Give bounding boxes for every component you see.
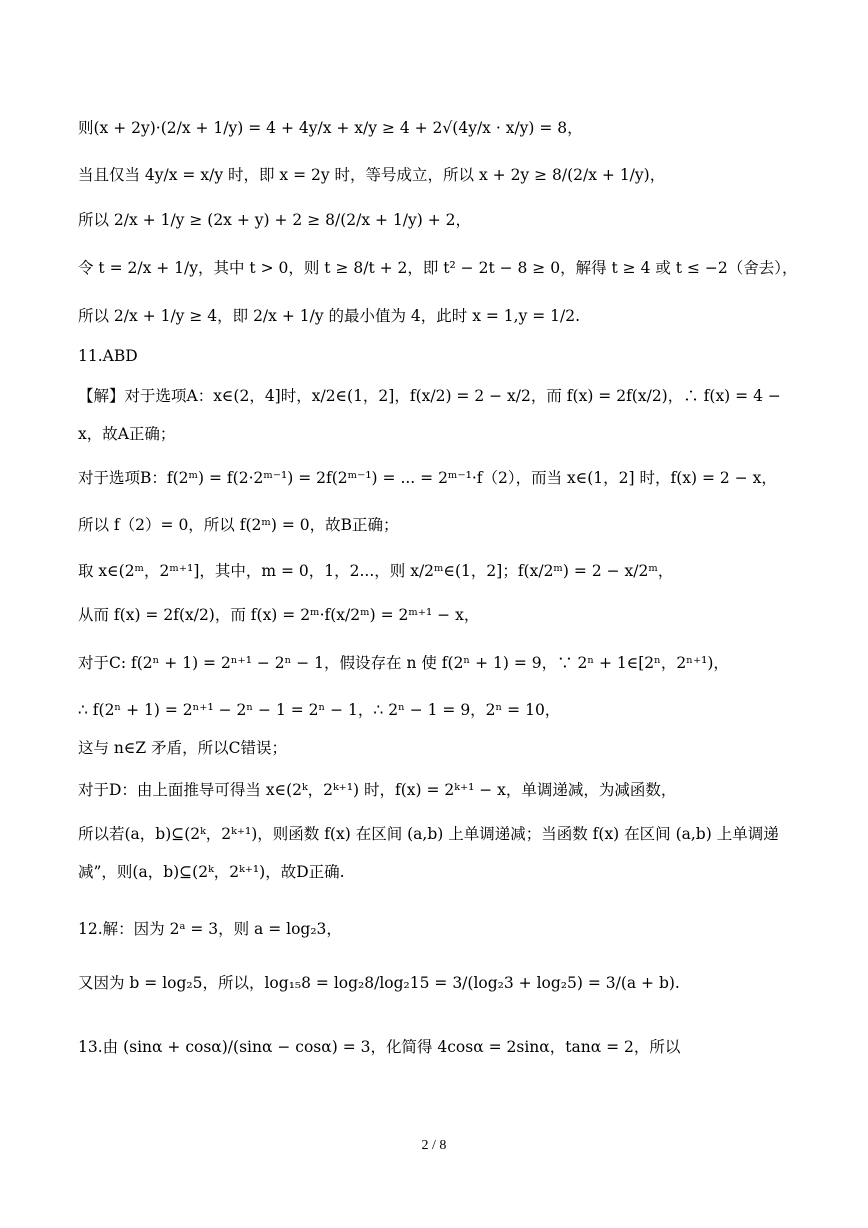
text-line: 所以 2/x + 1/y ≥ (2x + y) + 2 ≥ 8/(2/x + 1/y) + 2， [78, 211, 472, 229]
text-line: 对于选项B：f(2ᵐ) = f(2·2ᵐ⁻¹) = 2f(2ᵐ⁻¹) = ... = 2ᵐ⁻¹·f（2），而当 x∈(1，2] 时，f(x) = 2 − x， [78, 469, 777, 487]
text-line: 从而 f(x) = 2f(x/2)，而 f(x) = 2ᵐ·f(x/2ᵐ) = 2ᵐ⁺¹ − x， [78, 606, 480, 624]
text-line: 13.由 (sinα + cosα)/(sinα − cosα) = 3，化简得 4cosα = 2sinα，tanα = 2，所以 [78, 1038, 681, 1056]
text-line: 则(x + 2y)·(2/x + 1/y) = 4 + 4y/x + x/y ≥ 4 + 2√(4y/x · x/y) = 8， [78, 119, 583, 137]
text-line: 所以 2/x + 1/y ≥ 4，即 2/x + 1/y 的最小值为 4，此时 x = 1,y = 1/2. [78, 307, 581, 325]
text-line: 当且仅当 4y/x = x/y 时，即 x = 2y 时，等号成立，所以 x + 2y ≥ 8/(2/x + 1/y)， [78, 166, 666, 184]
text-line: 取 x∈(2ᵐ，2ᵐ⁺¹]，其中，m = 0，1，2...，则 x/2ᵐ∈(1，2]；f(x/2ᵐ) = 2 − x/2ᵐ， [78, 562, 674, 580]
text-line: 所以 f（2）= 0，所以 f(2ᵐ) = 0，故B正确； [78, 516, 399, 534]
page-number: 2 / 8 [421, 1138, 447, 1153]
text-line: 所以若(a，b)⊆(2ᵏ，2ᵏ⁺¹)，则函数 f(x) 在区间 (a,b) 上单调递减；当函数 f(x) 在区间 (a,b) 上单调递减”，则(a，b)⊆(2ᵏ，2ᵏ⁺¹)，故D正确. [78, 825, 779, 881]
text-line: ∴ f(2ⁿ + 1) = 2ⁿ⁺¹ − 2ⁿ − 1 = 2ⁿ − 1，∴ 2ⁿ − 1 = 9，2ⁿ = 10， [78, 701, 561, 719]
text-line: 12.解：因为 2ᵃ = 3，则 a = log₂3， [78, 920, 342, 938]
text-line: 【解】对于选项A：x∈(2，4]时，x/2∈(1，2]，f(x/2) = 2 − x/2，而 f(x) = 2f(x/2)，∴ f(x) = 4 − x，故A正确； [78, 387, 781, 443]
question-number: 11.ABD [78, 347, 138, 365]
text-line: 又因为 b = log₂5，所以，log₁₅8 = log₂8/log₂15 = 3/(log₂3 + log₂5) = 3/(a + b). [78, 974, 680, 992]
text-line: 对于D：由上面推导可得当 x∈(2ᵏ，2ᵏ⁺¹) 时，f(x) = 2ᵏ⁺¹ − x，单调递减，为减函数， [78, 781, 677, 799]
text-line: 这与 n∈Z 矛盾，所以C错误； [78, 739, 287, 757]
text-line: 令 t = 2/x + 1/y，其中 t > 0，则 t ≥ 8/t + 2，即 t² − 2t − 8 ≥ 0，解得 t ≥ 4 或 t ≤ −2（舍去）， [78, 259, 798, 277]
text-line: 对于C: f(2ⁿ + 1) = 2ⁿ⁺¹ − 2ⁿ − 1，假设存在 n 使 f(2ⁿ + 1) = 9，∵ 2ⁿ + 1∈[2ⁿ，2ⁿ⁺¹)， [78, 654, 729, 672]
